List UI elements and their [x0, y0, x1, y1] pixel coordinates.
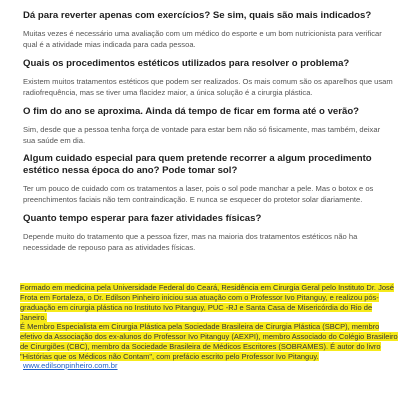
answer-text: Sim, desde que a pessoa tenha força de vontade para estar bem não só fisicamente, mas também, deixar sua saúde em dia. — [23, 125, 381, 145]
website-link[interactable]: www.edilsonpinheiro.com.br — [23, 361, 118, 370]
question-heading: Algum cuidado especial para quem pretende recorrer a algum procedimento estético nessa época do ano? Pode tomar sol? — [23, 153, 372, 176]
answer-text: Depende muito do tratamento que a pessoa fizer, mas na maioria dos tratamentos estéticos não ha necessidade de repouso para as atividades físicas. — [23, 232, 358, 252]
qa-item-physical-activity — [23, 213, 393, 253]
question-heading: O fim do ano se aproxima. Ainda dá tempo de ficar em forma até o verão? — [23, 106, 360, 117]
qa-item-procedures — [23, 58, 393, 98]
author-bio-education — [20, 283, 400, 323]
answer-text: Existem muitos tratamentos estéticos que podem ser realizados. Os mais comum são os aparelhos que usam radiofrequência, mas se tiver uma flacidez maior, a única solução é a cirurgia plástica. — [23, 77, 393, 97]
qa-item-exercises — [23, 10, 393, 50]
highlighted-text: É Membro Especialista em Cirurgia Plástica pela Sociedade Brasileira de Cirurgia Plástica (SBCP), membro efetivo da Associação dos ex-alunos do Professor Ivo Pitanguy (AEXPI), membro Associado do Colégio Brasileiro de Cirurgiões (CBC), membro da Sociedade Brasileira de Médicos Escritores (SOBRAMES). É autor do livro "Histórias que os Médicos não Contam", com prefácio escrito pelo Professor Ivo Pitanguy. — [20, 322, 398, 361]
highlighted-text: Formado em medicina pela Universidade Federal do Ceará, Residência em Cirurgia Geral pelo Instituto Dr. José Frota em Fortaleza, o Dr. Edilson Pinheiro iniciou sua atuação com o Professor Ivo Pitanguy, e realizou pós-graduação em cirurgia plástica no Instituto Ivo Pitanguy, PUC -RJ e Santa Casa de Misericórdia do Rio de Janeiro. — [20, 283, 394, 322]
answer-text: Ter um pouco de cuidado com os tratamentos a laser, pois o sol pode manchar a pele. Mas o botox e os preenchimentos faciais não tem contraindicação. E nunca se esquecer do protetor solar diariamente. — [23, 184, 374, 204]
author-bio-memberships — [20, 322, 400, 362]
question-heading: Dá para reverter apenas com exercícios? Se sim, quais são mais indicados? — [23, 10, 372, 21]
question-heading: Quais os procedimentos estéticos utilizados para resolver o problema? — [23, 58, 350, 69]
qa-item-special-care — [23, 153, 393, 205]
question-heading: Quanto tempo esperar para fazer atividades físicas? — [23, 213, 262, 224]
answer-text: Muitas vezes é necessário uma avaliação com um médico do esporte e um bom nutricionista para verificar qual é a atividade mias indicada para cada pessoa. — [23, 29, 382, 49]
qa-item-end-of-year — [23, 106, 393, 146]
